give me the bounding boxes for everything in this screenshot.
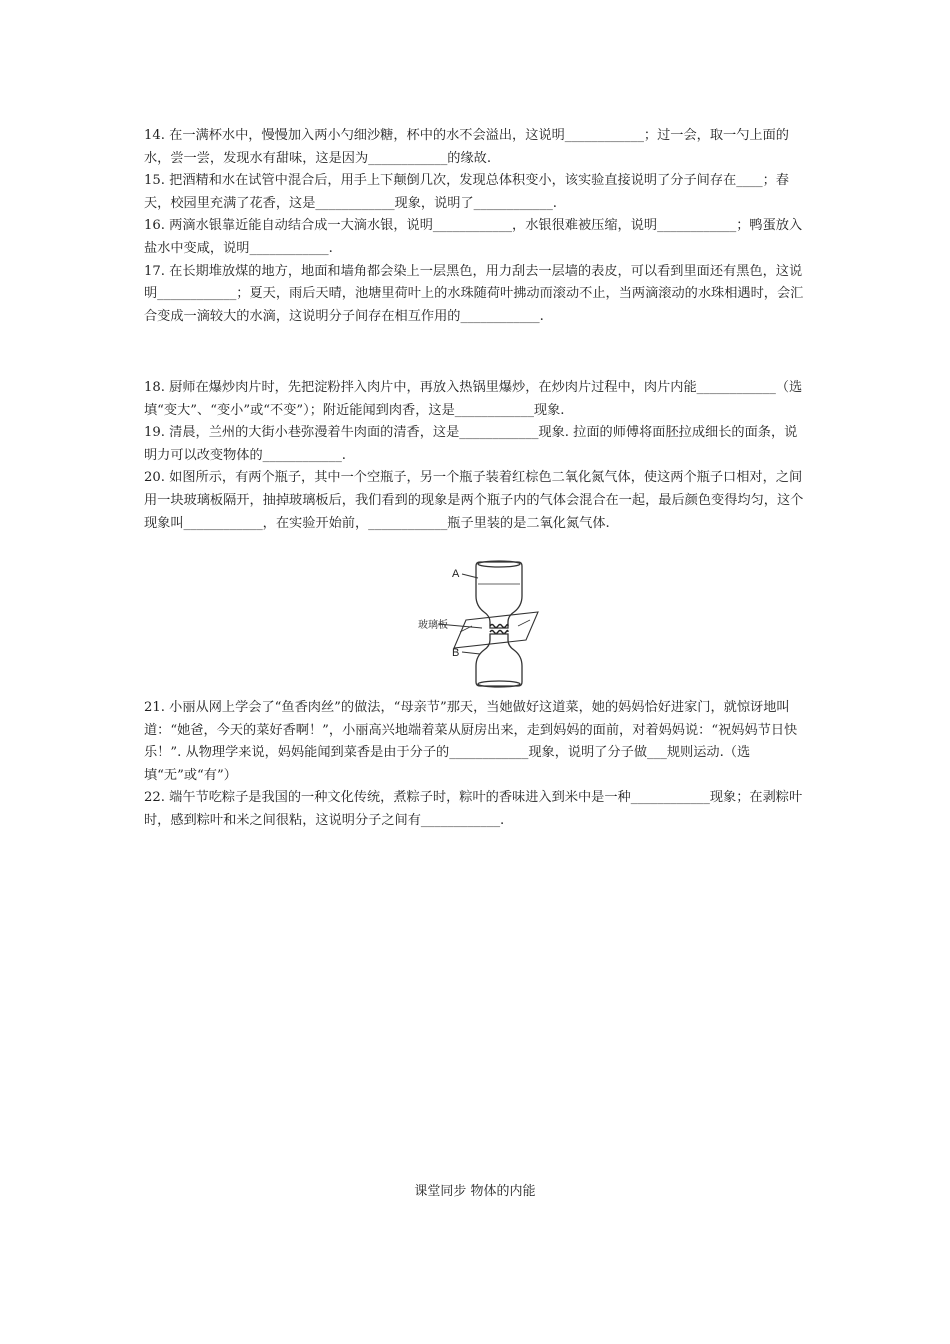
question-17: 17. 在长期堆放煤的地方，地面和墙角都会染上一层黑色，用力刮去一层墙的表皮，可以看到里面还有黑色，这说明____________；夏天，雨后天晴，池塘里荷叶上的水珠随荷叶拂动而滚动不止，当两滴滚动的水珠相遇时，会汇合变成一滴较大的水滴，这说明分子间存在相互作用的____________.: [144, 263, 804, 324]
label-b: B: [452, 647, 460, 659]
label-glass-plate: 玻璃板: [418, 620, 448, 631]
bottle-joint: [490, 625, 508, 634]
question-21: 21. 小丽从网上学会了“鱼香肉丝”的做法，“母亲节”那天，当她做好这道菜，她的妈妈恰好进家门，就惊讶地叫道：“她爸，今天的菜好香啊！”，小丽高兴地端着菜从厨房出来，走到妈妈的面前，对着妈妈说：“祝妈妈节日快乐！”. 从物理学来说，妈妈能闻到菜香是由于分子的____________现象，说明了分子做___规则运动.（选填“无”或“有”）: [144, 700, 798, 783]
question-block-14-17: [144, 125, 808, 328]
question-14: 14. 在一满杯水中，慢慢加入两小勺细沙糖，杯中的水不会溢出，这说明____________；过一会，取一勺上面的水，尝一尝，发现水有甜味，这是因为____________的缘故.: [144, 128, 789, 166]
label-b-leader: [462, 652, 480, 654]
label-a: A: [452, 568, 460, 580]
page-footer: 课堂同步 物体的内能: [414, 1184, 536, 1199]
question-18: 18. 厨师在爆炒肉片时，先把淀粉拌入肉片中，再放入热锅里爆炒，在炒肉片过程中，肉片内能____________（选填“变大”、“变小”或“不变”）；附近能闻到肉香，这是____________现象.: [144, 380, 803, 418]
question-block-18-20: [144, 377, 808, 535]
bottles-diffusion-figure: [418, 556, 548, 690]
question-19: 19. 清晨，兰州的大街小巷弥漫着牛肉面的清香，这是____________现象. 拉面的师傅将面胚拉成细长的面条，说明力可以改变物体的____________.: [144, 425, 798, 463]
question-16: 16. 两滴水银靠近能自动结合成一大滴水银，说明____________，水银很难被压缩，说明____________；鸭蛋放入盐水中变咸，说明____________.: [144, 218, 803, 256]
question-22: 22. 端午节吃粽子是我国的一种文化传统，煮粽子时，粽叶的香味进入到米中是一种____________现象；在剥粽叶时，感到粽叶和米之间很粘，这说明分子之间有____________.: [144, 790, 803, 828]
bottle-b: [476, 634, 522, 687]
question-15: 15. 把酒精和水在试管中混合后，用手上下颠倒几次，发现总体积变小，该实验直接说明了分子间存在____；春天，校园里充满了花香，这是____________现象，说明了____________.: [144, 173, 789, 211]
question-20: 20. 如图所示，有两个瓶子，其中一个空瓶子，另一个瓶子装着红棕色二氧化氮气体，使这两个瓶子口相对，之间用一块玻璃板隔开，抽掉玻璃板后，我们看到的现象是两个瓶子内的气体会混合在一起，最后颜色变得均匀，这个现象叫____________，在实验开始前，____________瓶子里装的是二氧化氮气体.: [144, 470, 804, 531]
question-block-21-22: [144, 697, 808, 833]
glass-plate: [454, 612, 538, 648]
